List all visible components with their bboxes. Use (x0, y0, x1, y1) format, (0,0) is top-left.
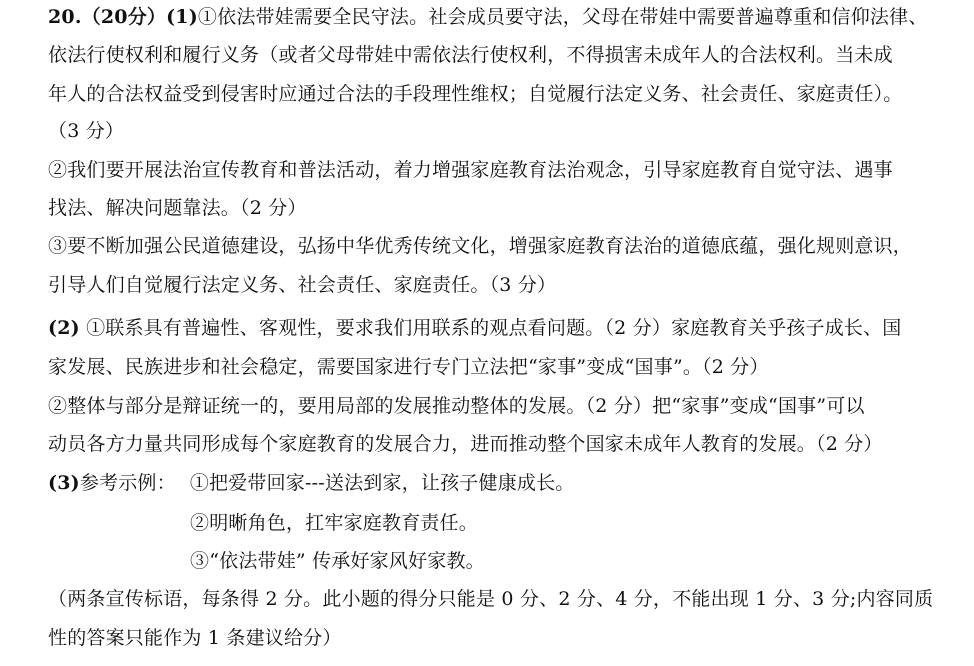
q20-line-1 (48, 4, 944, 30)
q20-line-10: 家发展、民族进步和社会稳定，需要国家进行专门立法把“家事”变成“国事”。（2 分） (48, 356, 769, 378)
slogan-1: ①把爱带回家---送法到家，让孩子健康成长。 (189, 472, 575, 494)
q20-line-4: （3 分） (48, 120, 125, 142)
answer-text: ①联系具有普遍性、客观性，要求我们用联系的观点看问题。（2 分）家庭教育关乎孩子成长、国 (86, 317, 902, 339)
part-1-label: (1) (166, 6, 198, 28)
question-score: （20分） (81, 6, 167, 28)
q20-line-3: 年人的合法权益受到侵害时应通过合法的手段理性维权；自觉履行法定义务、社会责任、家庭责任）。 (48, 83, 903, 105)
q20-line-7: ③要不断加强公民道德建设，弘扬中华优秀传统文化，增强家庭教育法治的道德底蕴，强化规则意识， (48, 235, 913, 257)
question-number: 20. (48, 6, 82, 28)
q20-line-13 (48, 470, 944, 496)
q20-line-5: ②我们要开展法治宣传教育和普法活动，着力增强家庭教育法治观念，引导家庭教育自觉守法、遇事 (48, 159, 893, 181)
slogan-3: ③“依法带娃” 传承好家风好家教。 (190, 550, 485, 572)
example-heading: 参考示例： (79, 472, 176, 494)
scoring-note-line-2: 性的答案只能作为 1 条建议给分） (48, 627, 342, 649)
q20-line-12: 动员各方力量共同形成每个家庭教育的发展合力，进而推动整个国家未成年人教育的发展。（2 分） (48, 433, 883, 455)
slogan-2: ②明晰角色，扛牢家庭教育责任。 (190, 512, 479, 534)
q20-line-8: 引导人们自觉履行法定义务、社会责任、家庭责任。（3 分） (48, 274, 557, 296)
q20-line-2: 依法行使权利和履行义务（或者父母带娃中需依法行使权利，不得损害未成年人的合法权利。当未成 (48, 44, 893, 66)
q20-line-11: ②整体与部分是辩证统一的，要用局部的发展推动整体的发展。（2 分）把“家事”变成“国事”可以 (48, 395, 865, 417)
q20-line-6: 找法、解决问题靠法。（2 分） (48, 197, 307, 219)
q20-line-9 (48, 315, 944, 341)
part-3-label: (3) (48, 472, 80, 494)
answer-text: ①依法带娃需要全民守法。社会成员要守法，父母在带娃中需要普遍尊重和信仰法律、 (197, 6, 928, 28)
part-2-label: (2) (48, 317, 80, 339)
scoring-note-line-1: （两条宣传标语，每条得 2 分。此小题的得分只能是 0 分、2 分、4 分，不能出现 1 分、3 分;内容同质 (48, 588, 934, 610)
